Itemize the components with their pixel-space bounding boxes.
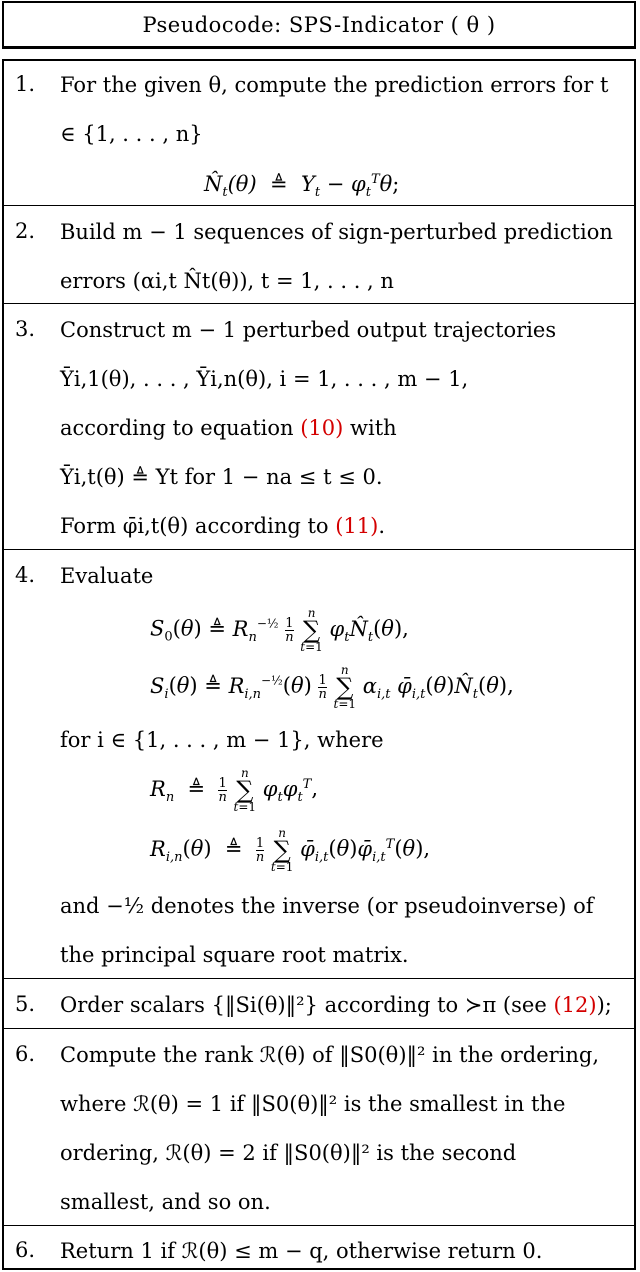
step-4-text: Evaluate (60, 564, 154, 588)
step-6-line-2: where ℛ(θ) = 1 if ‖S0(θ)‖² is the smallest in the (60, 1092, 566, 1116)
pseudocode-body (2, 59, 636, 1270)
step-divider (4, 549, 634, 550)
title-text: Pseudocode: SPS-Indicator ( θ ) (142, 12, 496, 37)
step-3-eq-text: according to equation (60, 416, 294, 440)
step-divider (4, 303, 634, 304)
step-divider (4, 1028, 634, 1029)
step-6-line-1: Compute the rank ℛ(θ) of ‖S0(θ)‖² in the ordering, (60, 1043, 600, 1067)
step-5-text: Order scalars {‖Si(θ)‖²} according to ≻π (see (60, 993, 547, 1017)
step-6-line-3: ordering, ℛ(θ) = 2 if ‖S0(θ)‖² is the second (60, 1141, 517, 1165)
step-1-text: For the given θ, compute the prediction errors for t ∈ {1, . . . , n} (60, 73, 609, 146)
formula-Rn: $R_n$ ≜ $\frac{1}{n}$ n ∑ t=1 $\varphi_t\varphi_t^T$, (150, 766, 319, 814)
step-6-number: 6. (15, 1042, 36, 1066)
equation-10-link[interactable]: (10) (300, 416, 344, 440)
step-3-form-text: Form φ̄i,t(θ) according to (60, 514, 329, 538)
step-7-text: Return 1 if ℛ(θ) ≤ m − q, otherwise return 0. (60, 1239, 543, 1263)
step-3-number: 3. (15, 317, 36, 341)
step-3-initial: Ȳi,t(θ) ≜ Yt for 1 − na ≤ t ≤ 0. (60, 465, 383, 489)
step-divider (4, 205, 634, 206)
step-1-formula: $N̂_t(\theta)$ ≜ $Y_t - \varphi_t^T\theta$; (204, 172, 400, 201)
formula-Rin: $R_{i,n}(\theta)$ ≜ $\frac{1}{n}$ n ∑ t=1 $\varphī_{i,t}(\theta)\varphī_{i,t}^T(\theta)$, (150, 826, 431, 874)
step-3-eq-text2: with (350, 416, 397, 440)
step-5-line: Order scalars {‖Si(θ)‖²} according to ≻π (see (12)); (60, 993, 612, 1017)
step-divider (4, 1225, 634, 1226)
step-1-number: 1. (15, 72, 36, 96)
step-3-text: Construct m − 1 perturbed output trajectories (60, 318, 557, 342)
step-3-trajectories: Ȳi,1(θ), . . . , Ȳi,n(θ), i = 1, . . . , m − 1, (60, 367, 469, 391)
step-6-line-4: smallest, and so on. (60, 1190, 271, 1214)
equation-12-link[interactable]: (12) (553, 993, 597, 1017)
step-5-number: 5. (15, 992, 36, 1016)
step-4-number: 4. (15, 563, 36, 587)
formula-S0: $S_0(\theta)$ ≜ $R_n^{-\frac{1}{2}}$ $\frac{1}{n}$ n ∑ t=1 $\varphi_tN̂_t(\theta)$, (150, 606, 409, 654)
step-3-equation-line (60, 415, 397, 441)
step-4-for-text: for i ∈ {1, . . . , m − 1}, where (60, 728, 384, 752)
step-4-and-text-2: the principal square root matrix. (60, 943, 409, 967)
step-2-number: 2. (15, 219, 36, 243)
equation-11-link[interactable]: (11) (335, 514, 379, 538)
formula-Si: $S_i(\theta)$ ≜ $R_{i,n}^{-\frac{1}{2}}(\theta)$ $\frac{1}{n}$ n ∑ t=1 $\alpha_{i,t}$ $\varphī_{i,t}(\theta)N̂_t(\theta)$, (150, 663, 514, 711)
step-4-and-text: and −½ denotes the inverse (or pseudoinverse) of (60, 894, 594, 918)
step-3-form-line: Form φ̄i,t(θ) according to (11). (60, 514, 386, 538)
pseudocode-title (2, 1, 636, 49)
step-7-number: 6. (15, 1238, 36, 1262)
step-divider (4, 978, 634, 979)
step-2-text: Build m − 1 sequences of sign-perturbed prediction errors (αi,t N̂t(θ)), t = 1, . . . , n (60, 220, 613, 293)
